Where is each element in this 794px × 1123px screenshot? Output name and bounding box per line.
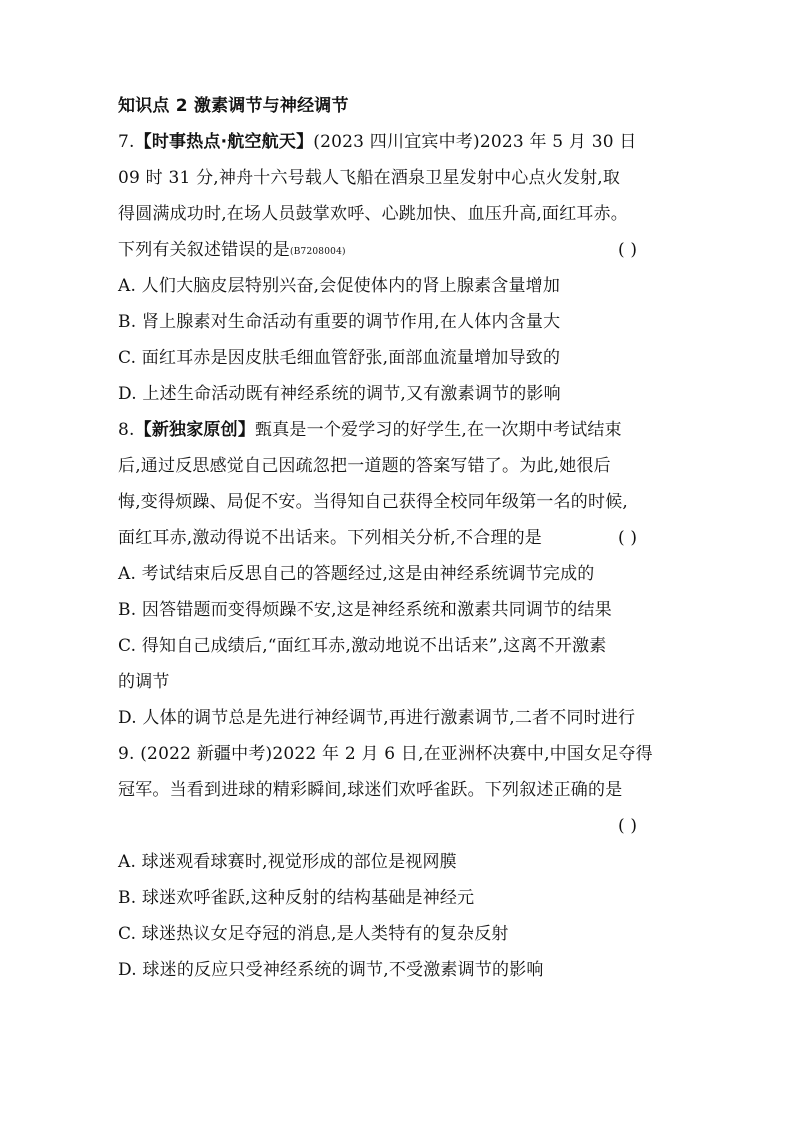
question-9-line-2: 冠军。当看到进球的精彩瞬间,球迷们欢呼雀跃。下列叙述正确的是 — [118, 780, 623, 800]
question-7-option-d: D. 上述生命活动既有神经系统的调节,又有激素调节的影响 — [118, 384, 561, 404]
question-7-code: (B7208004) — [290, 247, 346, 257]
question-9-blank-line — [118, 808, 688, 844]
question-9-option-c: C. 球迷热议女足夺冠的消息,是人类特有的复杂反射 — [118, 924, 509, 944]
question-8-line-3: 悔,变得烦躁、局促不安。当得知自己获得全校同年级第一名的时候, — [118, 492, 629, 512]
section-title: 知识点 2 激素调节与神经调节 — [118, 96, 349, 116]
question-9-option-d: D. 球迷的反应只受神经系统的调节,不受激素调节的影响 — [118, 960, 544, 980]
question-8-line-1 — [118, 412, 688, 448]
question-7-option-a: A. 人们大脑皮层特别兴奋,会促使体内的肾上腺素含量增加 — [118, 276, 561, 296]
question-8-number: 8. — [118, 420, 135, 440]
question-9-line-1: 9. (2022 新疆中考)2022 年 2 月 6 日,在亚洲杯决赛中,中国女足夺得 — [118, 744, 653, 764]
question-9-answer-blank: ( ) — [618, 816, 638, 836]
question-7-number: 7. — [118, 132, 135, 152]
question-7-option-b: B. 肾上腺素对生命活动有重要的调节作用,在人体内含量大 — [118, 312, 561, 332]
question-8-stem — [118, 520, 688, 556]
question-8-text: 甄真是一个爱学习的好学生,在一次期中考试结束 — [255, 420, 622, 440]
question-8-option-c: C. 得知自己成绩后,“面红耳赤,激动地说不出话来”,这离不开激素 — [118, 636, 607, 656]
question-8-option-b: B. 因答错题而变得烦躁不安,这是神经系统和激素共同调节的结果 — [118, 600, 612, 620]
question-7-line-2: 09 时 31 分,神舟十六号载人飞船在酒泉卫星发射中心点火发射,取 — [118, 168, 621, 188]
question-7-line-3: 得圆满成功时,在场人员鼓掌欢呼、心跳加快、血压升高,面红耳赤。 — [118, 204, 629, 224]
question-8-line-2: 后,通过反思感觉自己因疏忽把一道题的答案写错了。为此,她很后 — [118, 456, 611, 476]
question-7-source: (2023 四川宜宾中考)2023 年 5 月 30 日 — [313, 132, 637, 152]
question-8-tag: 【新独家原创】 — [134, 420, 256, 440]
question-7-stem-text: 下列有关叙述错误的是 — [118, 240, 290, 260]
question-7-tag: 【时事热点·航空航天】 — [134, 132, 314, 152]
question-7-stem — [118, 232, 688, 268]
question-7-line-1 — [118, 124, 688, 160]
question-8-option-a: A. 考试结束后反思自己的答题经过,这是由神经系统调节完成的 — [118, 564, 595, 584]
question-8-answer-blank: ( ) — [618, 528, 638, 548]
question-8-option-d: D. 人体的调节总是先进行神经调节,再进行激素调节,二者不同时进行 — [118, 708, 636, 728]
question-8-option-c-cont: 的调节 — [118, 672, 170, 692]
question-9-option-a: A. 球迷观看球赛时,视觉形成的部位是视网膜 — [118, 852, 457, 872]
question-7-option-c: C. 面红耳赤是因皮肤毛细血管舒张,面部血流量增加导致的 — [118, 348, 561, 368]
question-7-answer-blank: ( ) — [618, 240, 638, 260]
question-8-stem-text: 面红耳赤,激动得说不出话来。下列相关分析,不合理的是 — [118, 528, 543, 548]
question-9-option-b: B. 球迷欢呼雀跃,这种反射的结构基础是神经元 — [118, 888, 475, 908]
worksheet-page — [118, 88, 688, 988]
